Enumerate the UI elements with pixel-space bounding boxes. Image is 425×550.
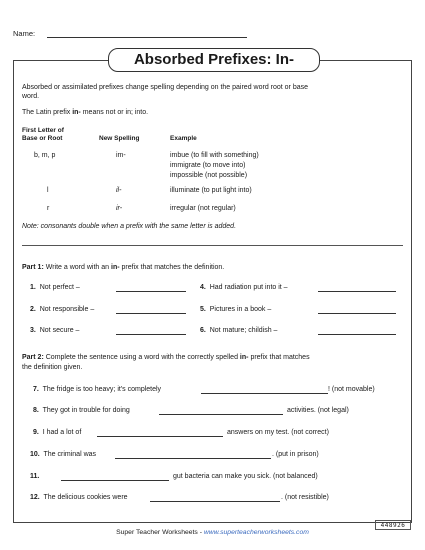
row2-letters: l bbox=[47, 187, 49, 194]
answer-line-12[interactable] bbox=[150, 501, 280, 502]
answer-line-8[interactable] bbox=[159, 414, 283, 415]
answer-line-10[interactable] bbox=[115, 458, 271, 459]
answer-line-2[interactable] bbox=[116, 313, 186, 314]
part2-instr-bold: in- bbox=[239, 354, 249, 361]
row1-example-2: immigrate (to move into) bbox=[170, 162, 246, 169]
worksheet-code: 448926 bbox=[375, 520, 411, 530]
part1-item-6 bbox=[200, 326, 277, 335]
worksheet-title: Absorbed Prefixes: In- bbox=[108, 48, 320, 72]
item-number: 3. bbox=[30, 327, 36, 334]
part2-instr-before: Complete the sentence using a word with the correctly spelled bbox=[45, 354, 238, 361]
sentence-after: ! (not movable) bbox=[328, 386, 375, 393]
part2-item-10 bbox=[30, 450, 96, 459]
intro-text-after: means not or in; into. bbox=[82, 109, 149, 116]
part2-item-12 bbox=[30, 493, 128, 502]
item-text: Had radiation put into it – bbox=[209, 284, 288, 291]
row3-letters: r bbox=[47, 205, 50, 212]
part1-instr-before: Write a word with an bbox=[45, 264, 110, 271]
row3-example-1: irregular (not regular) bbox=[170, 205, 236, 212]
answer-line-11[interactable] bbox=[61, 480, 169, 481]
part2-instructions-line2: the definition given. bbox=[22, 364, 83, 371]
sentence-before: I had a lot of bbox=[42, 429, 82, 436]
item-number: 4. bbox=[200, 284, 206, 291]
header-example: Example bbox=[170, 135, 197, 142]
part1-item-4 bbox=[200, 283, 288, 292]
part1-instructions bbox=[22, 263, 224, 272]
part1-item-3 bbox=[30, 326, 79, 335]
intro-text-before: The Latin prefix bbox=[22, 109, 71, 116]
sentence-before: The fridge is too heavy; it's completely bbox=[42, 386, 162, 393]
intro-line-1: Absorbed or assimilated prefixes change spelling depending on the paired word root or base bbox=[22, 84, 309, 91]
item-number: 11. bbox=[30, 473, 40, 480]
row1-example-3: impossible (not possible) bbox=[170, 172, 248, 179]
part1-item-2 bbox=[30, 305, 94, 314]
answer-line-9[interactable] bbox=[97, 436, 223, 437]
part1-item-5 bbox=[200, 305, 271, 314]
item-text: Pictures in a book – bbox=[209, 306, 272, 313]
item-number: 7. bbox=[33, 386, 39, 393]
answer-line-3[interactable] bbox=[116, 334, 186, 335]
answer-line-5[interactable] bbox=[318, 313, 396, 314]
footer-brand: Super Teacher Worksheets - bbox=[116, 529, 204, 536]
answer-line-7[interactable] bbox=[201, 393, 328, 394]
header-first-letter: First Letter of bbox=[22, 127, 64, 134]
part2-instr-after: prefix that matches bbox=[250, 354, 310, 361]
intro-latin-prefix bbox=[22, 108, 148, 117]
part2-instructions bbox=[22, 353, 310, 362]
prefix-in: in- bbox=[72, 109, 81, 116]
item-number: 5. bbox=[200, 306, 206, 313]
row2-example-1: illuminate (to put light into) bbox=[170, 187, 252, 194]
item-number: 1. bbox=[30, 284, 36, 291]
sentence-before: The delicious cookies were bbox=[43, 494, 128, 501]
part1-instr-after: prefix that matches the definition. bbox=[121, 264, 225, 271]
header-base-root: Base or Root bbox=[22, 135, 63, 142]
row1-spelling: im- bbox=[116, 152, 126, 159]
sentence-before: The criminal was bbox=[43, 451, 97, 458]
item-text: Not secure – bbox=[39, 327, 80, 334]
item-text: Not responsible – bbox=[39, 306, 95, 313]
answer-line-6[interactable] bbox=[318, 334, 396, 335]
part1-item-1 bbox=[30, 283, 80, 292]
row2-spelling: il- bbox=[116, 187, 122, 194]
footer-url[interactable]: www.superteacherworksheets.com bbox=[203, 529, 309, 536]
part2-item-11 bbox=[30, 472, 39, 481]
part1-instr-bold: in- bbox=[111, 264, 120, 271]
part1-label: Part 1: bbox=[22, 264, 44, 271]
header-new-spelling: New Spelling bbox=[99, 135, 140, 142]
answer-line-4[interactable] bbox=[318, 291, 396, 292]
item-number: 9. bbox=[33, 429, 39, 436]
part2-item-8 bbox=[33, 406, 130, 415]
item-text: Not mature; childish – bbox=[209, 327, 278, 334]
row1-example-1: imbue (to fill with something) bbox=[170, 152, 259, 159]
sentence-before: They got in trouble for doing bbox=[42, 407, 130, 414]
item-number: 10. bbox=[30, 451, 40, 458]
section-divider bbox=[22, 245, 403, 246]
item-number: 12. bbox=[30, 494, 40, 501]
sentence-after: answers on my test. (not correct) bbox=[227, 429, 329, 436]
part2-item-7 bbox=[33, 385, 161, 394]
row1-letters: b, m, p bbox=[34, 152, 56, 159]
answer-line-1[interactable] bbox=[116, 291, 186, 292]
row3-spelling: ir- bbox=[116, 205, 123, 212]
sentence-after: gut bacteria can make you sick. (not balanced) bbox=[173, 473, 318, 480]
name-label: Name: bbox=[13, 29, 36, 38]
note-text: Note: consonants double when a prefix with the same letter is added. bbox=[22, 223, 237, 230]
item-number: 6. bbox=[200, 327, 206, 334]
intro-line-2: word. bbox=[22, 93, 40, 100]
part2-item-9 bbox=[33, 428, 81, 437]
footer bbox=[0, 529, 425, 536]
part2-label: Part 2: bbox=[22, 354, 44, 361]
item-number: 8. bbox=[33, 407, 39, 414]
name-field-line[interactable] bbox=[47, 37, 247, 38]
sentence-after: . (not resistible) bbox=[281, 494, 329, 501]
item-text: Not perfect – bbox=[39, 284, 80, 291]
item-number: 2. bbox=[30, 306, 36, 313]
sentence-after: activities. (not legal) bbox=[287, 407, 349, 414]
sentence-after: . (put in prison) bbox=[272, 451, 319, 458]
